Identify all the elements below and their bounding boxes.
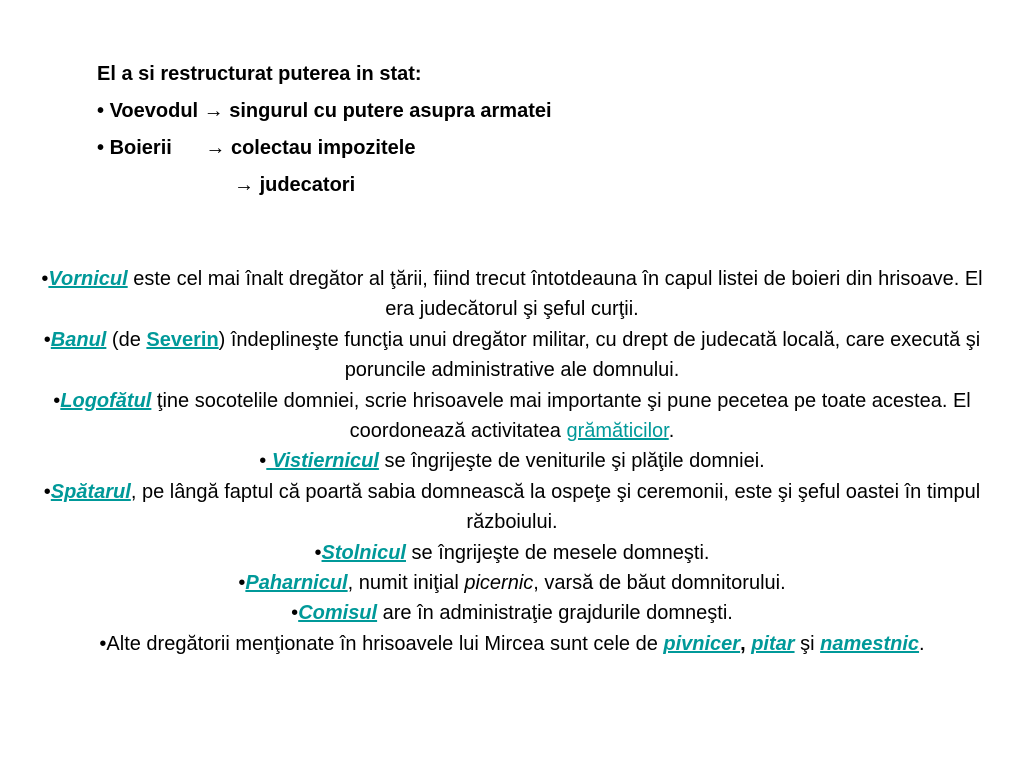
bullet: • xyxy=(43,328,51,351)
link-logofatul[interactable]: Logofătul xyxy=(60,389,152,412)
arrow-right-icon: → xyxy=(205,137,226,159)
bullet: • xyxy=(97,100,105,122)
paragraph-stolnicul xyxy=(40,538,984,568)
link-banul[interactable]: Banul xyxy=(50,328,107,351)
item-text: singurul cu putere asupra armatei xyxy=(229,100,552,122)
paragraph-text: se îngrijeşte de mesele domneşti. xyxy=(405,541,710,564)
link-pivnicer[interactable]: pivnicer xyxy=(663,632,741,655)
paragraph-vistiernicul xyxy=(40,446,984,476)
paragraph-text: şi xyxy=(794,632,821,655)
link-vistiernicul[interactable]: Vistiernicul xyxy=(266,450,379,473)
item-text: judecatori xyxy=(259,174,356,196)
paragraph-text: Alte dregătorii menţionate în hrisoavele lui Mircea sunt cele de xyxy=(106,632,664,655)
comma: , xyxy=(740,632,746,655)
paragraph-text: , varsă de băut domnitorului. xyxy=(533,572,786,595)
bullet: • xyxy=(99,632,107,655)
paragraph-comisul xyxy=(40,598,984,628)
summary-heading: El a si restructurat puterea in stat: xyxy=(97,63,422,85)
paragraph-text: , numit iniţial xyxy=(347,572,465,595)
link-pitar[interactable]: pitar xyxy=(751,632,795,655)
bullet: • xyxy=(259,450,267,473)
paragraph-alte-dregatorii xyxy=(40,629,984,659)
link-namestnic[interactable]: namestnic xyxy=(820,632,920,655)
link-spatarul[interactable]: Spătarul xyxy=(50,480,131,503)
paragraph-italic-text: picernic xyxy=(464,572,534,595)
paragraph-text: , pe lângă faptul că poartă sabia domnească la ospeţe şi ceremonii, este şi şeful oastei în timpul războiului. xyxy=(130,480,981,534)
link-paharnicul[interactable]: Paharnicul xyxy=(245,572,348,595)
paragraph-text: are în administraţie grajdurile domneşti. xyxy=(377,602,733,625)
link-comisul[interactable]: Comisul xyxy=(298,602,378,625)
bullet: • xyxy=(97,137,105,159)
paragraph-text: este cel mai înalt dregător al ţării, fiind trecut întotdeauna în capul listei de boieri din hrisoave. El era judecătorul şi şeful curţii. xyxy=(127,268,983,321)
link-vornicul[interactable]: Vornicul xyxy=(48,268,128,290)
paragraph-text: se îngrijeşte de veniturile şi plăţile domniei. xyxy=(378,450,765,473)
arrow-right-icon: → xyxy=(234,174,254,196)
item-subject: Boierii xyxy=(109,137,172,159)
paragraph-logofatul xyxy=(40,386,984,447)
bullet: • xyxy=(53,389,61,412)
paragraph-text: ) îndeplineşte funcţia unui dregător militar, cu drept de judecată locală, care execută şi poruncile administrative ale domnului. xyxy=(218,328,981,382)
bullet: • xyxy=(314,541,322,564)
summary-item-boieri-2 xyxy=(97,171,797,199)
paragraph-spatarul xyxy=(40,477,984,538)
link-severin[interactable]: Severin xyxy=(146,328,219,351)
paragraph-vornicul xyxy=(40,264,984,325)
link-gramaticilor[interactable]: grămăticilor xyxy=(566,420,669,443)
summary-item-boieri xyxy=(97,134,797,162)
link-stolnicul[interactable]: Stolnicul xyxy=(321,541,406,564)
bullet: • xyxy=(291,602,299,625)
bullet: • xyxy=(238,572,246,595)
paragraph-text: ţine socotelile domniei, scrie hrisoavele mai importante şi pune pecetea pe toate acestea. El coordonează activitatea xyxy=(151,389,971,443)
item-text: colectau impozitele xyxy=(230,137,416,159)
paragraph-text: . xyxy=(668,420,675,443)
bullet: • xyxy=(41,268,49,290)
paragraph-text: (de xyxy=(106,328,147,351)
offices-description xyxy=(40,264,984,659)
bullet: • xyxy=(43,480,51,503)
item-subject: Voevodul xyxy=(109,100,199,122)
paragraph-banul xyxy=(40,325,984,386)
paragraph-paharnicul xyxy=(40,568,984,598)
summary-item-voevod xyxy=(97,97,797,125)
paragraph-text: . xyxy=(919,632,925,655)
summary-block xyxy=(97,60,797,208)
arrow-right-icon: → xyxy=(203,100,224,122)
